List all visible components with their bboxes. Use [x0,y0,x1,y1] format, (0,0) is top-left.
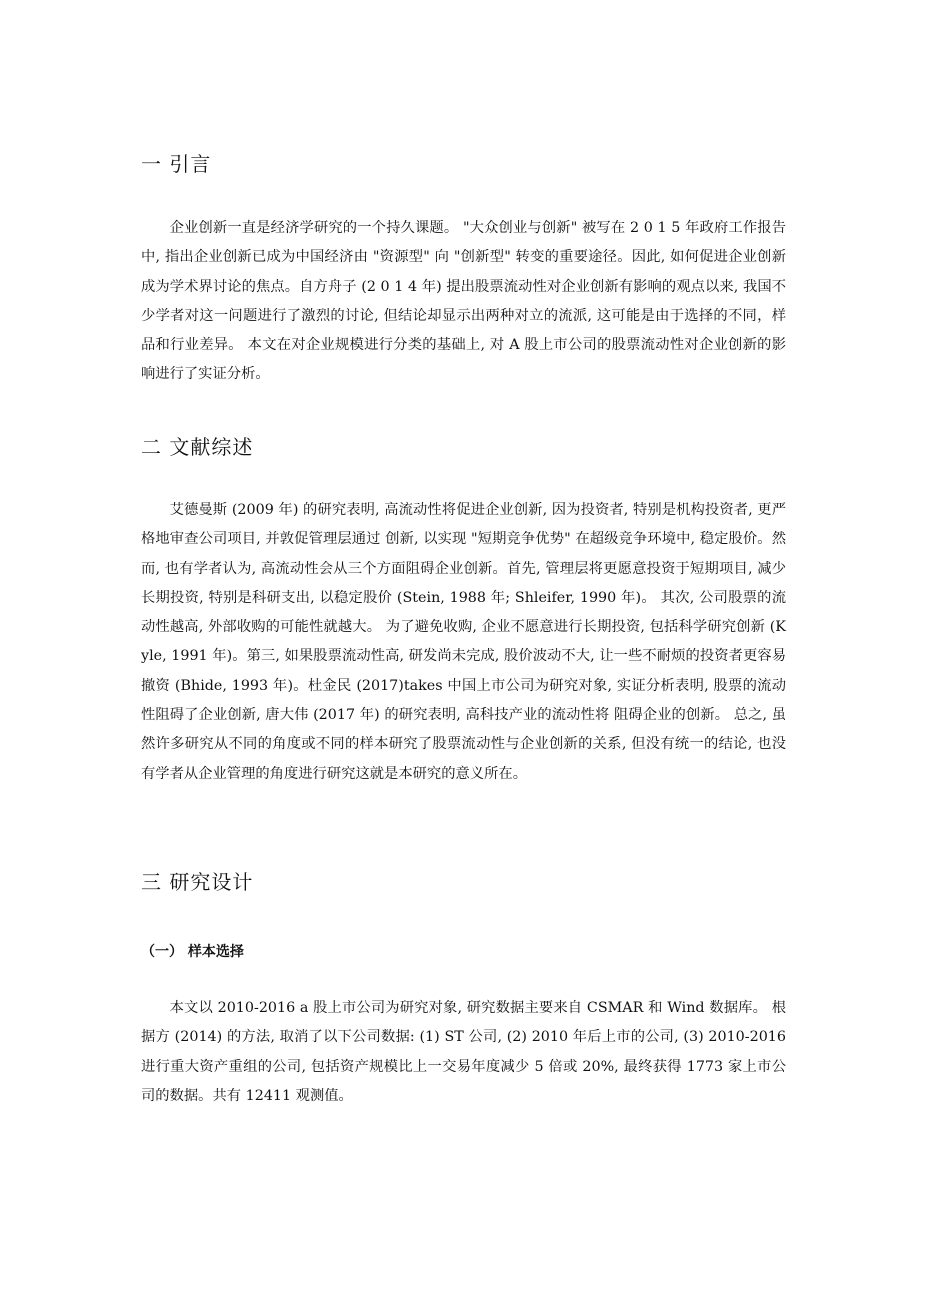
subsection-heading-sample-selection: （一） 样本选择 [141,944,244,960]
section-heading-literature-review: 二 文献综述 [141,435,254,459]
paragraph-introduction: 企业创新一直是经济学研究的一个持久课题。 "大众创业与创新" 被写在 2 0 1 5 年政府工作报告中, 指出企业创新已成为中国经济由 "资源型" 向 "创新型" 转变的重要途径。因此, 如何促进企业创新成为学术界讨论的焦点。自方舟子 (2 0 1 4 年) 提出股票流动性对企业创新有影响的观点以来, 我国不少学者对这一问题进行了激烈的讨论, 但结论却显示出两种对立的流派, 这可能是由于选择的不同，样品和行业差异。 本文在对企业规模进行分类的基础上, 对 A 股上市公司的股票流动性对企业创新的影响进行了实证分析。 [141,220,787,383]
section-heading-research-design: 三 研究设计 [141,870,254,894]
section-heading-introduction: 一 引言 [141,152,212,176]
paragraph-literature-review: 艾德曼斯 (2009 年) 的研究表明, 高流动性将促进企业创新, 因为投资者, 特别是机构投资者, 更严格地审查公司项目, 并敦促管理层通过 创新, 以实现 "短期竞争优势" 在超级竞争环境中, 稳定股价。然而, 也有学者认为, 高流动性会从三个方面阻碍企业创新。首先, 管理层将更愿意投资于短期项目, 减少长期投资, 特别是科研支出, 以稳定股价 (Stein, 1988 年; Shleifer, 1990 年)。 其次, 公司股票的流动性越高, 外部收购的可能性就越大。 为了避免收购, 企业不愿意进行长期投资, 包括科学研究创新 (Kyle, 1991 年)。第三, 如果股票流动性高, 研发尚未完成, 股价波动不大, 让一些不耐烦的投资者更容易撤资 (Bhide, 1993 年)。杜金民 (2017)takes 中国上市公司为研究对象, 实证分析表明, 股票的流动性阻碍了企业创新, 唐大伟 (2017 年) 的研究表明, 高科技产业的流动性将 阻碍企业的创新。 总之, 虽然许多研究从不同的角度或不同的样本研究了股票流动性与企业创新的关系, 但没有统一的结论, 也没有学者从企业管理的角度进行研究这就是本研究的意义所在。 [141,502,786,782]
paragraph-sample-selection: 本文以 2010-2016 a 股上市公司为研究对象, 研究数据主要来自 CSMAR 和 Wind 数据库。 根据方 (2014) 的方法, 取消了以下公司数据: (1) ST 公司, (2) 2010 年后上市的公司, (3) 2010-2016 进行重大资产重组的公司, 包括资产规模比上一交易年度减少 5 倍或 20%, 最终获得 1773 家上市公司的数据。共有 12411 观测值。 [141,1000,786,1104]
